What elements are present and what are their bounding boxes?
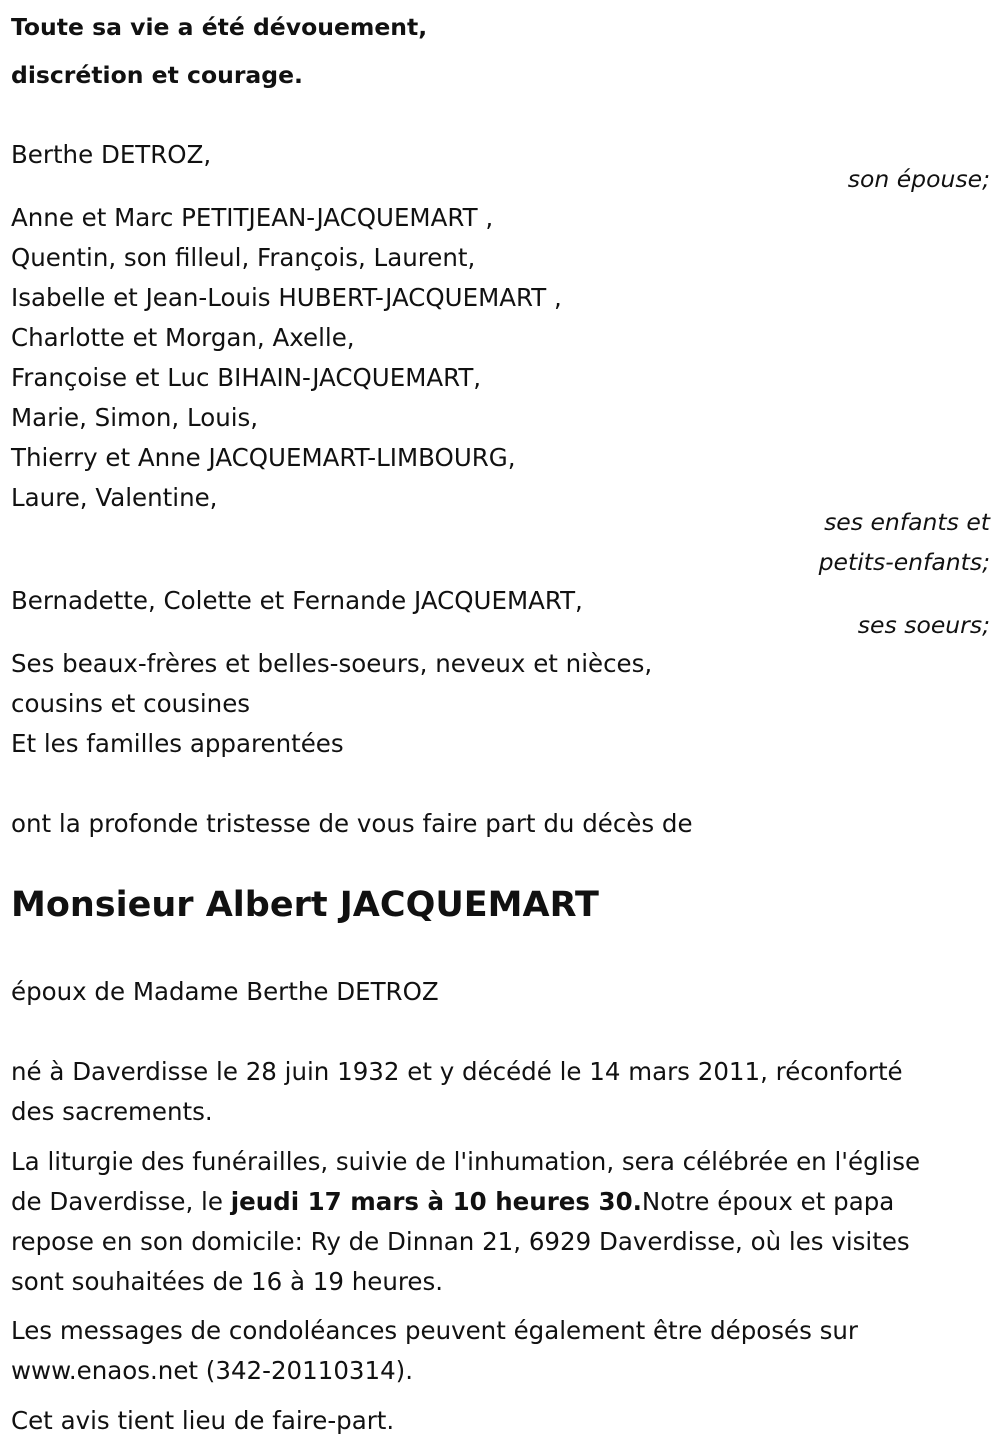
children-line-6: Marie, Simon, Louis,	[11, 403, 259, 432]
sisters-names: Bernadette, Colette et Fernande JACQUEMART,	[11, 586, 583, 615]
children-line-8: Laure, Valentine,	[11, 483, 218, 512]
children-line-2: Quentin, son filleul, François, Laurent,	[11, 243, 476, 272]
funeral-line-2	[11, 1187, 894, 1217]
spouse-name: Berthe DETROZ,	[11, 140, 212, 169]
announcement-text: ont la profonde tristesse de vous faire part du décès de	[11, 809, 693, 838]
children-line-5: Françoise et Luc BIHAIN-JACQUEMART,	[11, 363, 482, 392]
relatives-line-2: cousins et cousines	[11, 689, 251, 718]
closing-text: Cet avis tient lieu de faire-part.	[11, 1406, 395, 1435]
funeral-line-4: sont souhaitées de 16 à 19 heures.	[11, 1267, 444, 1296]
condolences-line-1: Les messages de condoléances peuvent également être déposés sur	[11, 1316, 858, 1345]
children-role-1: ses enfants et	[824, 508, 990, 536]
birth-death-line-2: des sacrements.	[11, 1097, 213, 1126]
funeral-line-2-end: Notre époux et papa	[641, 1187, 895, 1216]
quote-line-1: Toute sa vie a été dévouement,	[11, 13, 428, 41]
children-line-3: Isabelle et Jean-Louis HUBERT-JACQUEMART ,	[11, 283, 562, 312]
deceased-name: Monsieur Albert JACQUEMART	[11, 885, 599, 925]
children-line-1: Anne et Marc PETITJEAN-JACQUEMART ,	[11, 203, 494, 232]
funeral-line-2-start: de Daverdisse, le	[11, 1187, 231, 1216]
relatives-line-3: Et les familles apparentées	[11, 729, 344, 758]
children-line-4: Charlotte et Morgan, Axelle,	[11, 323, 355, 352]
children-line-7: Thierry et Anne JACQUEMART-LIMBOURG,	[11, 443, 516, 472]
birth-death-line-1: né à Daverdisse le 28 juin 1932 et y décédé le 14 mars 2011, réconforté	[11, 1057, 903, 1086]
funeral-line-3: repose en son domicile: Ry de Dinnan 21, 6929 Daverdisse, où les visites	[11, 1227, 910, 1256]
funeral-line-1: La liturgie des funérailles, suivie de l'inhumation, sera célébrée en l'église	[11, 1147, 921, 1176]
condolences-line-2: www.enaos.net (342-20110314).	[11, 1356, 414, 1385]
relatives-line-1: Ses beaux-frères et belles-soeurs, neveux et nièces,	[11, 649, 653, 678]
spouse-role: son épouse;	[847, 165, 990, 193]
funeral-date: jeudi 17 mars à 10 heures 30.	[230, 1187, 642, 1216]
children-role-2: petits-enfants;	[818, 548, 990, 576]
quote-line-2: discrétion et courage.	[11, 61, 303, 89]
spouse-of-text: époux de Madame Berthe DETROZ	[11, 977, 439, 1006]
sisters-role: ses soeurs;	[857, 611, 990, 639]
